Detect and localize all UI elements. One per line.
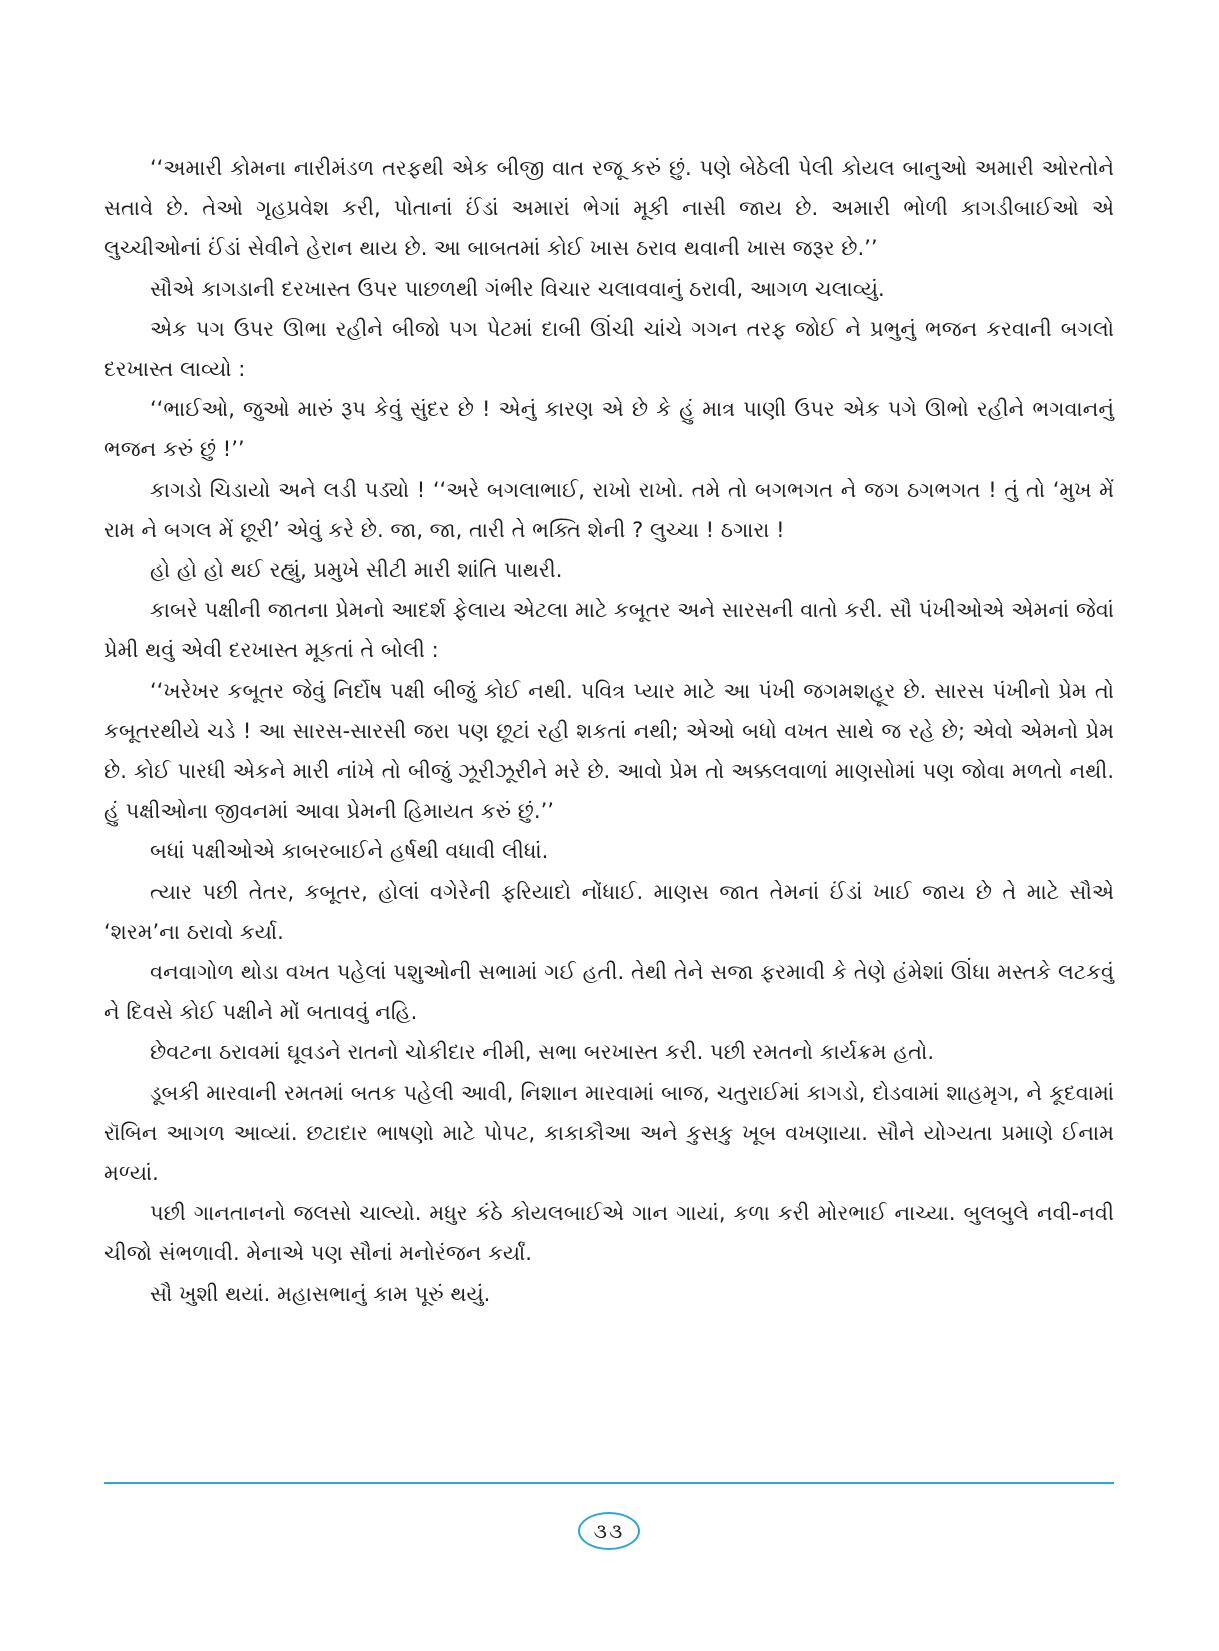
paragraph: બધાં પક્ષીઓએ કાબરબાઈને હર્ષથી વધાવી લીધાં. bbox=[150, 839, 549, 864]
paragraph: ‘‘અમારી કોમના નારીમંડળ તરફથી એક બીજી વાત રજૂ કરું છું. પણે બેઠેલી પેલી કોયલ બાનુઓ અમારી ઓરતોને સતાવે છે. તેઓ ગૃહપ્રવેશ કરી, પોતાનાં ઈંડાં અમારાં ભેગાં મૂકી નાસી જાય છે. અમારી ભોળી કાગડીબાઈઓ એ લુચ્ચીઓનાં ઈંડાં સેવીને હેરાન થાય છે. આ બાબતમાં કોઈ ખાસ ઠરાવ થવાની ખાસ જરૂર છે.’’ bbox=[104, 156, 1114, 261]
paragraph: કાગડો ચિડાયો અને લડી પડ્યો ! ‘‘અરે બગલાભાઈ, રાખો રાખો. તમે તો બગભગત ને જગ ઠગભગત ! તું તો ‘મુખ મેં રામ ને બગલ મેં છૂરી’ એવું કરે છે. જા, જા, તારી તે ભક્તિ શેની ? લુચ્ચા ! ઠગારા ! bbox=[104, 477, 1114, 542]
paragraph: ડૂબકી મારવાની રમતમાં બતક પહેલી આવી, નિશાન મારવામાં બાજ, ચતુરાઈમાં કાગડો, દોડવામાં શાહમૃગ, ને કૂદવામાં રૉબિન આગળ આવ્યાં. છટાદાર ભાષણો માટે પોપટ, કાકાકૌઆ અને કુસકુ ખૂબ વખણાયા. સૌને યોગ્યતા પ્રમાણે ઈનામ મળ્યાં. bbox=[104, 1080, 1114, 1186]
paragraph: ત્યાર પછી તેતર, કબૂતર, હોલાં વગેરેની ફરિયાદો નોંધાઈ. માણસ જાત તેમનાં ઈંડાં ખાઈ જાય છે તે માટે સૌએ ‘શરમ’ના ઠરાવો કર્યા. bbox=[104, 879, 1114, 944]
paragraph: પછી ગાનતાનનો જલસો ચાલ્યો. મધુર કંઠે કોયલબાઈએ ગાન ગાયાં, કળા કરી મોરભાઈ નાચ્યા. બુલબુલે નવી-નવી ચીજો સંભળાવી. મેનાએ પણ સૌનાં મનોરંજન કર્યાં. bbox=[104, 1201, 1114, 1266]
paragraph: છેવટના ઠરાવમાં ઘૂવડને રાતનો ચોકીદાર નીમી, સભા બરખાસ્ત કરી. પછી રમતનો કાર્યક્રમ હતો. bbox=[150, 1040, 935, 1065]
paragraph: હો હો હો થઈ રહ્યું, પ્રમુખે સીટી મારી શાંતિ પાથરી. bbox=[150, 558, 563, 583]
paragraph: સૌએ કાગડાની દરખાસ્ત ઉપર પાછળથી ગંભીર વિચાર ચલાવવાનું ઠરાવી, આગળ ચલાવ્યું. bbox=[150, 276, 885, 301]
paragraph: ‘‘ભાઈઓ, જુઓ મારું રૂપ કેવું સુંદર છે ! એનું કારણ એ છે કે હું માત્ર પાણી ઉપર એક પગે ઊભો રહીને ભગવાનનું ભજન કરું છું !’’ bbox=[104, 397, 1114, 462]
page-number: ૩૩ bbox=[593, 1519, 625, 1543]
page-number-badge bbox=[578, 1512, 640, 1550]
footer-divider bbox=[104, 1482, 1114, 1484]
paragraph: વનવાગોળ થોડા વખત પહેલાં પશુઓની સભામાં ગઈ હતી. તેથી તેને સજા ફરમાવી કે તેણે હંમેશાં ઊંધા મસ્તકે લટકવું ને દિવસે કોઈ પક્ષીને મોં બતાવવું નહિ. bbox=[104, 960, 1114, 1025]
paragraph: સૌ ખુશી થયાં. મહાસભાનું કામ પૂરું થયું. bbox=[150, 1281, 491, 1306]
paragraph: ‘‘ખરેખર કબૂતર જેવું નિર્દોષ પક્ષી બીજું કોઈ નથી. પવિત્ર પ્યાર માટે આ પંખી જગમશહૂર છે. સારસ પંખીનો પ્રેમ તો કબૂતરથીયે ચડે ! આ સારસ-સારસી જરા પણ છૂટાં રહી શકતાં નથી; એઓ બધો વખત સાથે જ રહે છે; એવો એમનો પ્રેમ છે. કોઈ પારધી એકને મારી નાંખે તો બીજું ઝૂરીઝૂરીને મરે છે. આવો પ્રેમ તો અક્કલવાળાં માણસોમાં પણ જોવા મળતો નથી. હું પક્ષીઓના જીવનમાં આવા પ્રેમની હિમાયત કરું છું.’’ bbox=[104, 678, 1114, 824]
body-text bbox=[104, 148, 1114, 1314]
paragraph: એક પગ ઉપર ઊભા રહીને બીજો પગ પેટમાં દાબી ઊંચી ચાંચે ગગન તરફ જોઈ ને પ્રભુનું ભજન કરવાની બગલો દરખાસ્ત લાવ્યો : bbox=[104, 316, 1114, 382]
paragraph: કાબરે પક્ષીની જાતના પ્રેમનો આદર્શ ફેલાય એટલા માટે કબૂતર અને સારસની વાતો કરી. સૌ પંખીઓએ એમનાં જેવાં પ્રેમી થવું એવી દરખાસ્ત મૂકતાં તે બોલી : bbox=[104, 598, 1114, 663]
